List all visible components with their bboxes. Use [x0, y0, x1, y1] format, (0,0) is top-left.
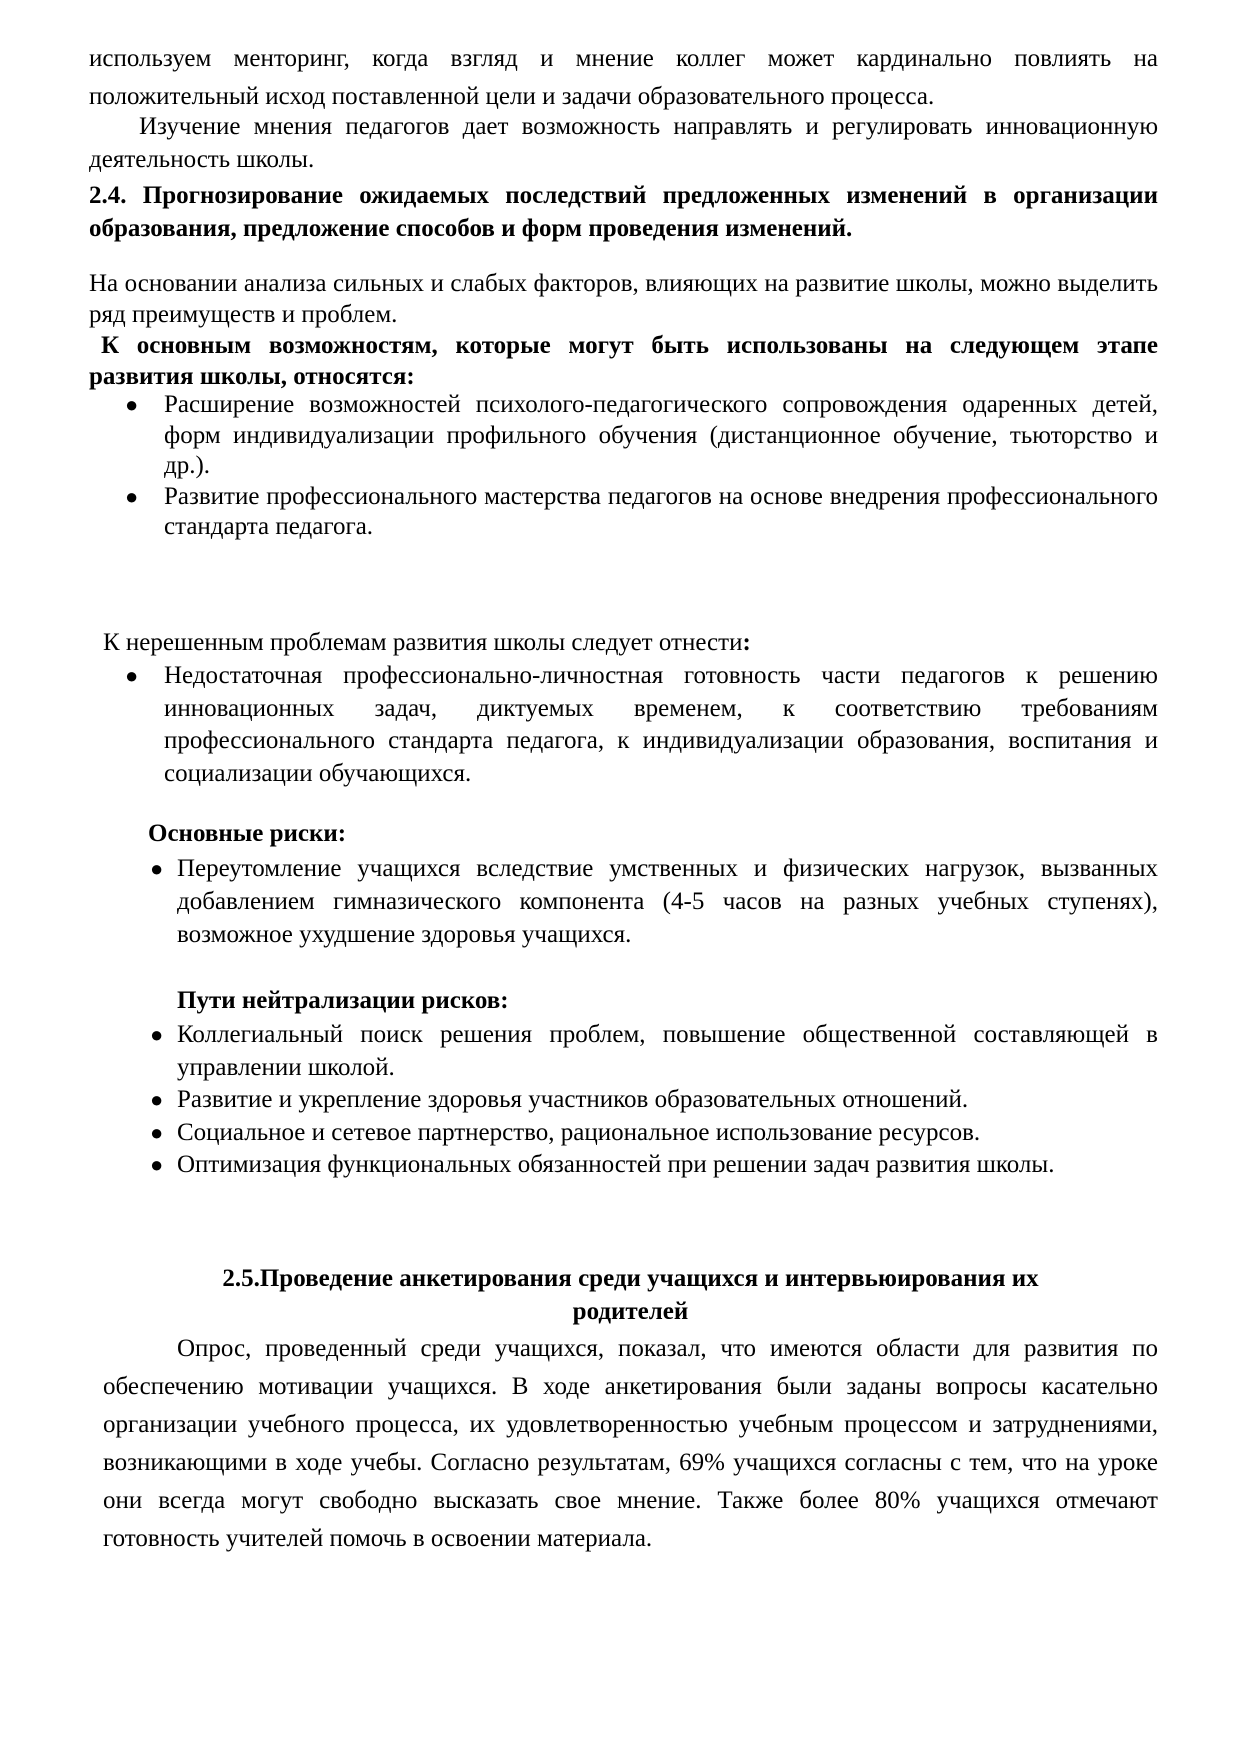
- list-item: [150, 1019, 1158, 1084]
- list-item-text: Переутомление учащихся вследствие умственных и физических нагрузок, вызванных добавлением гимназического компонента (4-5 часов на разных учебных ступенях), возможное ухудшение здоровья учащихся.: [177, 855, 1158, 948]
- list-item-text: Коллегиальный поиск решения проблем, повышение общественной составляющей в управлении школой.: [177, 1021, 1158, 1081]
- paragraph-teacher-opinion: Изучение мнения педагогов дает возможность направлять и регулировать инновационную деятельность школы.: [89, 113, 1158, 173]
- list-item: [150, 1117, 1158, 1150]
- problems-heading-colon: :: [742, 629, 751, 656]
- risks-list: [150, 852, 1158, 951]
- paragraph-mentoring: используем менторинг, когда взгляд и мнение коллег может кардинально повлиять на положительный исход поставленной цели и задачи образовательного процесса.: [89, 45, 1158, 110]
- list-item-text: Развитие и укрепление здоровья участников образовательных отношений.: [177, 1086, 969, 1113]
- bullet-icon: ●: [150, 856, 164, 881]
- list-item-text: Оптимизация функциональных обязанностей при решении задач развития школы.: [177, 1151, 1055, 1178]
- opportunities-list: [125, 390, 1158, 543]
- problems-heading-text: К нерешенным проблемам развития школы следует отнести: [103, 629, 743, 656]
- neutralization-heading: Пути нейтрализации рисков:: [177, 987, 509, 1014]
- list-item-text: Расширение возможностей психолого-педагогического сопровождения одаренных детей, форм индивидуализации профильного обучения (дистанционное обучение, тьюторство и др.).: [164, 391, 1158, 479]
- paragraph-survey-results: Опрос, проведенный среди учащихся, показал, что имеются области для развития по обеспечению мотивации учащихся. В ходе анкетирования были заданы вопросы касательно организации учебного процесса, их удовлетворенностью учебным процессом и затруднениями, возникающими в ходе учебы. Согласно результатам, 69% учащихся согласны с тем, что на уроке они всегда могут свободно высказать свое мнение. Также более 80% учащихся отмечают готовность учителей помочь в освоении материала.: [103, 1335, 1158, 1552]
- neutralization-list: [150, 1019, 1158, 1182]
- bullet-icon: ●: [125, 392, 139, 417]
- list-item: [150, 852, 1158, 951]
- bullet-icon: ●: [150, 1087, 164, 1112]
- bullet-icon: ●: [150, 1119, 164, 1145]
- risks-heading: Основные риски:: [148, 820, 347, 847]
- section-heading-2-5-line2: родителей: [572, 1298, 689, 1325]
- bullet-icon: ●: [125, 483, 139, 509]
- problems-list: [125, 660, 1158, 790]
- list-item: [125, 660, 1158, 790]
- problems-heading: [103, 626, 1158, 659]
- list-item: [150, 1149, 1158, 1182]
- section-heading-2-5: [103, 1262, 1158, 1328]
- list-item: [125, 390, 1158, 482]
- section-heading-2-4: 2.4. Прогнозирование ожидаемых последствий предложенных изменений в организации образования, предложение способов и форм проведения изменений.: [89, 182, 1158, 242]
- paragraph-analysis: На основании анализа сильных и слабых факторов, влияющих на развитие школы, можно выделить ряд преимуществ и проблем.: [89, 270, 1158, 328]
- list-item-text: Развитие профессионального мастерства педагогов на основе внедрения профессионального стандарта педагога.: [164, 482, 1158, 540]
- list-item: [125, 482, 1158, 543]
- bullet-icon: ●: [150, 1022, 164, 1047]
- list-item: [150, 1084, 1158, 1117]
- list-item-text: Недостаточная профессионально-личностная готовность части педагогов к решению инновационных задач, диктуемых временем, к соответствию требованиям профессионального стандарта педагога, к индивидуализации образования, воспитания и социализации обучающихся.: [164, 662, 1158, 787]
- section-heading-2-5-line1: 2.5.Проведение анкетирования среди учащихся и интервьюирования их: [222, 1265, 1039, 1292]
- bullet-icon: ●: [150, 1152, 164, 1177]
- opportunities-heading: К основным возможностям, которые могут быть использованы на следующем этапе развития школы, относятся:: [89, 332, 1158, 390]
- list-item-text: Социальное и сетевое партнерство, рациональное использование ресурсов.: [177, 1118, 981, 1146]
- bullet-icon: ●: [125, 663, 139, 688]
